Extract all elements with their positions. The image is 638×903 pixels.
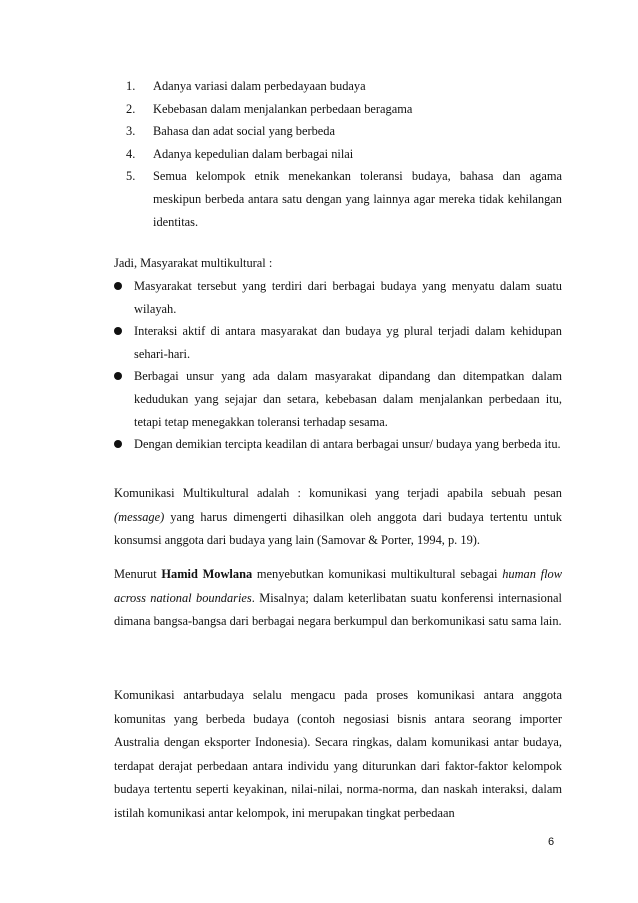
- italic-term: human flow across national boundaries: [114, 567, 562, 605]
- list-item-text: Kebebasan dalam menjalankan perbedaan beragama: [153, 101, 413, 116]
- bullet-item: [114, 320, 562, 365]
- bullet-text: Berbagai unsur yang ada dalam masyarakat dipandang dan ditempatkan dalam kedudukan yang sejajar dan setara, kebebasan dalam menjalankan perbedaan itu, tetapi tetap menegakkan toleransi terhadap sesama.: [134, 369, 562, 429]
- bullet-item: [114, 275, 562, 320]
- bullet-icon: [114, 327, 122, 335]
- paragraph-text: yang harus dimengerti dihasilkan oleh anggota dari budaya tertentu untuk konsumsi anggota dari budaya yang lain (Samovar & Porter, 1994, p. 19).: [114, 509, 562, 548]
- italic-term: (message): [114, 509, 165, 524]
- list-number: 2.: [126, 101, 136, 116]
- paragraph-mowlana: [114, 563, 562, 634]
- bullet-item: [114, 365, 562, 433]
- bullet-item: [114, 433, 562, 456]
- bullet-text: Interaksi aktif di antara masyarakat dan budaya yg plural terjadi dalam kehidupan sehari-hari.: [134, 324, 562, 361]
- list-item: [126, 75, 562, 98]
- paragraph-multicultural-definition: [114, 482, 562, 553]
- bullet-text: Dengan demikian tercipta keadilan di antara berbagai unsur/ budaya yang berbeda itu.: [134, 437, 561, 452]
- list-item-text: Semua kelompok etnik menekankan toleransi budaya, bahasa dan agama meskipun berbeda antara satu dengan yang lainnya agar mereka tidak kehilangan identitas.: [153, 169, 562, 229]
- bullet-list: [114, 275, 562, 456]
- page-number: 6: [548, 836, 555, 848]
- numbered-list: [126, 75, 562, 233]
- bullet-icon: [114, 282, 122, 290]
- list-item: [126, 165, 562, 233]
- paragraph-text: . Misalnya; dalam keterlibatan suatu konferensi internasional dimana bangsa-bangsa dari berbagai negara berkumpul dan berkomunikasi satu sama lain.: [114, 590, 563, 629]
- list-item: [126, 98, 562, 121]
- list-number: 4.: [126, 146, 136, 161]
- list-item: [126, 143, 562, 166]
- list-item: [126, 120, 562, 143]
- list-number: 3.: [126, 124, 136, 139]
- paragraph-intercultural: Komunikasi antarbudaya selalu mengacu pada proses komunikasi antara anggota komunitas yang berbeda budaya (contoh negosiasi bisnis antara seorang importer Australia dengan eksporter Indonesia). Secara ringkas, dalam komunikasi antar budaya, terdapat derajat perbedaan antara individu yang diturunkan dari faktor-faktor kelompok budaya tertentu seperti keyakinan, nilai-nilai, norma-norma, dan naskah interaksi, dalam istilah komunikasi antar kelompok, ini merupakan tingkat perbedaan: [114, 688, 562, 820]
- paragraph-text: Komunikasi Multikultural adalah : komunikasi yang terjadi apabila sebuah pesan: [114, 486, 562, 500]
- bold-name: Hamid Mowlana: [161, 567, 253, 581]
- paragraph-text: Menurut: [114, 567, 162, 581]
- bullet-text: Masyarakat tersebut yang terdiri dari berbagai budaya yang menyatu dalam suatu wilayah.: [134, 279, 562, 316]
- list-item-text: Adanya kepedulian dalam berbagai nilai: [153, 146, 354, 161]
- bullet-icon: [114, 372, 122, 380]
- list-item-text: Adanya variasi dalam perbedayaan budaya: [153, 79, 366, 93]
- paragraph-text: menyebutkan komunikasi multikultural sebagai: [252, 567, 503, 581]
- list-number: 1.: [126, 79, 136, 93]
- list-number: 5.: [126, 169, 136, 184]
- bullet-icon: [114, 440, 122, 448]
- list-item-text: Bahasa dan adat social yang berbeda: [153, 124, 335, 139]
- conclusion-heading: Jadi, Masyarakat multikultural :: [114, 256, 273, 270]
